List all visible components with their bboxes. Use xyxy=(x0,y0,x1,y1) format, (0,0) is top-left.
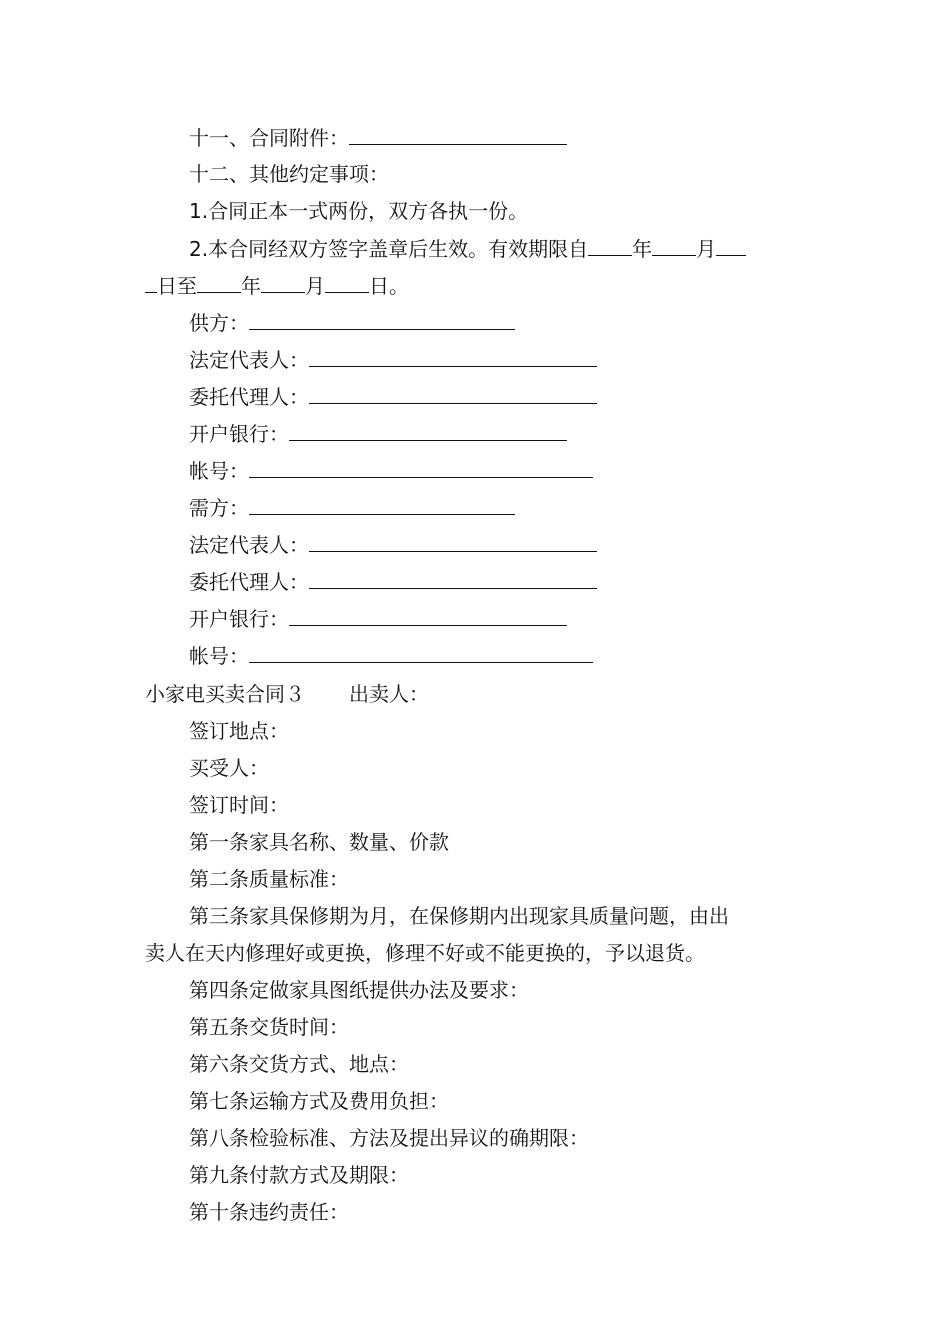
contract3-time: 签订时间： xyxy=(189,793,289,817)
day-blank-1b xyxy=(145,272,157,293)
contract3-art3-line1: 第三条家具保修期为月，在保修期内出现家具质量问题，由出 xyxy=(189,904,729,928)
contract3-title: 小家电买卖合同３ xyxy=(145,682,305,706)
buyer-account-label: 帐号： xyxy=(189,644,249,668)
contract3-art4: 第四条定做家具图纸提供办法及要求： xyxy=(189,978,529,1002)
year-label-2: 年 xyxy=(241,274,261,298)
contract3-buyer: 买受人： xyxy=(189,756,269,780)
item2-text: 2.本合同经双方签字盖章后生效。有效期限自 xyxy=(189,237,589,261)
supplier-agent-blank xyxy=(309,383,597,404)
supplier-legal-rep-line xyxy=(189,346,597,372)
supplier-bank-line xyxy=(189,420,567,446)
supplier-bank-label: 开户银行： xyxy=(189,422,289,446)
supplier-account-line xyxy=(189,457,593,483)
other-terms-item1: 1.合同正本一式两份，双方各执一份。 xyxy=(189,199,529,223)
other-terms-heading: 十二、其他约定事项： xyxy=(189,162,389,186)
year-blank-1 xyxy=(588,235,632,256)
buyer-bank-line xyxy=(189,605,567,631)
supplier-party-blank xyxy=(249,309,515,330)
buyer-party-label: 需方： xyxy=(189,496,249,520)
supplier-legal-rep-label: 法定代表人： xyxy=(189,348,309,372)
contract3-art2: 第二条质量标准： xyxy=(189,867,349,891)
supplier-account-label: 帐号： xyxy=(189,459,249,483)
supplier-party-label: 供方： xyxy=(189,311,249,335)
buyer-bank-blank xyxy=(289,605,567,626)
buyer-agent-label: 委托代理人： xyxy=(189,570,309,594)
day-blank-1a xyxy=(716,235,746,256)
supplier-legal-rep-blank xyxy=(309,346,597,367)
contract3-art3-line2: 卖人在天内修理好或更换，修理不好或不能更换的，予以退货。 xyxy=(145,941,705,965)
supplier-bank-blank xyxy=(289,420,567,441)
buyer-account-line xyxy=(189,642,593,668)
month-label-2: 月 xyxy=(305,274,325,298)
other-terms-item2-line1 xyxy=(189,235,746,261)
day-label-2: 日。 xyxy=(369,274,409,298)
contract3-seller: 出卖人： xyxy=(349,682,429,706)
buyer-agent-line xyxy=(189,568,597,594)
month-blank-2 xyxy=(261,272,305,293)
supplier-party-line xyxy=(189,309,515,335)
supplier-agent-line xyxy=(189,383,597,409)
buyer-bank-label: 开户银行： xyxy=(189,607,289,631)
buyer-agent-blank xyxy=(309,568,597,589)
contract3-art5: 第五条交货时间： xyxy=(189,1015,349,1039)
contract3-art1: 第一条家具名称、数量、价款 xyxy=(189,830,449,854)
year-label-1: 年 xyxy=(632,237,653,261)
attachments-blank xyxy=(349,124,567,145)
other-terms-item2-line2 xyxy=(145,272,409,298)
contract3-art6: 第六条交货方式、地点： xyxy=(189,1052,409,1076)
contract3-place: 签订地点： xyxy=(189,719,289,743)
contract3-art8: 第八条检验标准、方法及提出异议的确期限： xyxy=(189,1126,589,1150)
buyer-account-blank xyxy=(249,642,593,663)
contract3-art7: 第七条运输方式及费用负担： xyxy=(189,1089,449,1113)
year-blank-2 xyxy=(197,272,241,293)
buyer-legal-rep-line xyxy=(189,531,597,557)
buyer-legal-rep-blank xyxy=(309,531,597,552)
month-label-1: 月 xyxy=(696,237,717,261)
attachments-line xyxy=(189,124,567,150)
supplier-account-blank xyxy=(249,457,593,478)
contract3-art9: 第九条付款方式及期限： xyxy=(189,1163,409,1187)
day-blank-2 xyxy=(325,272,369,293)
month-blank-1 xyxy=(652,235,696,256)
buyer-legal-rep-label: 法定代表人： xyxy=(189,533,309,557)
day-label-1: 日至 xyxy=(157,274,197,298)
contract3-title-line xyxy=(145,681,429,707)
supplier-agent-label: 委托代理人： xyxy=(189,385,309,409)
contract3-art10: 第十条违约责任： xyxy=(189,1200,349,1224)
attachments-label: 十一、合同附件： xyxy=(189,126,349,150)
buyer-party-blank xyxy=(249,494,515,515)
buyer-party-line xyxy=(189,494,515,520)
